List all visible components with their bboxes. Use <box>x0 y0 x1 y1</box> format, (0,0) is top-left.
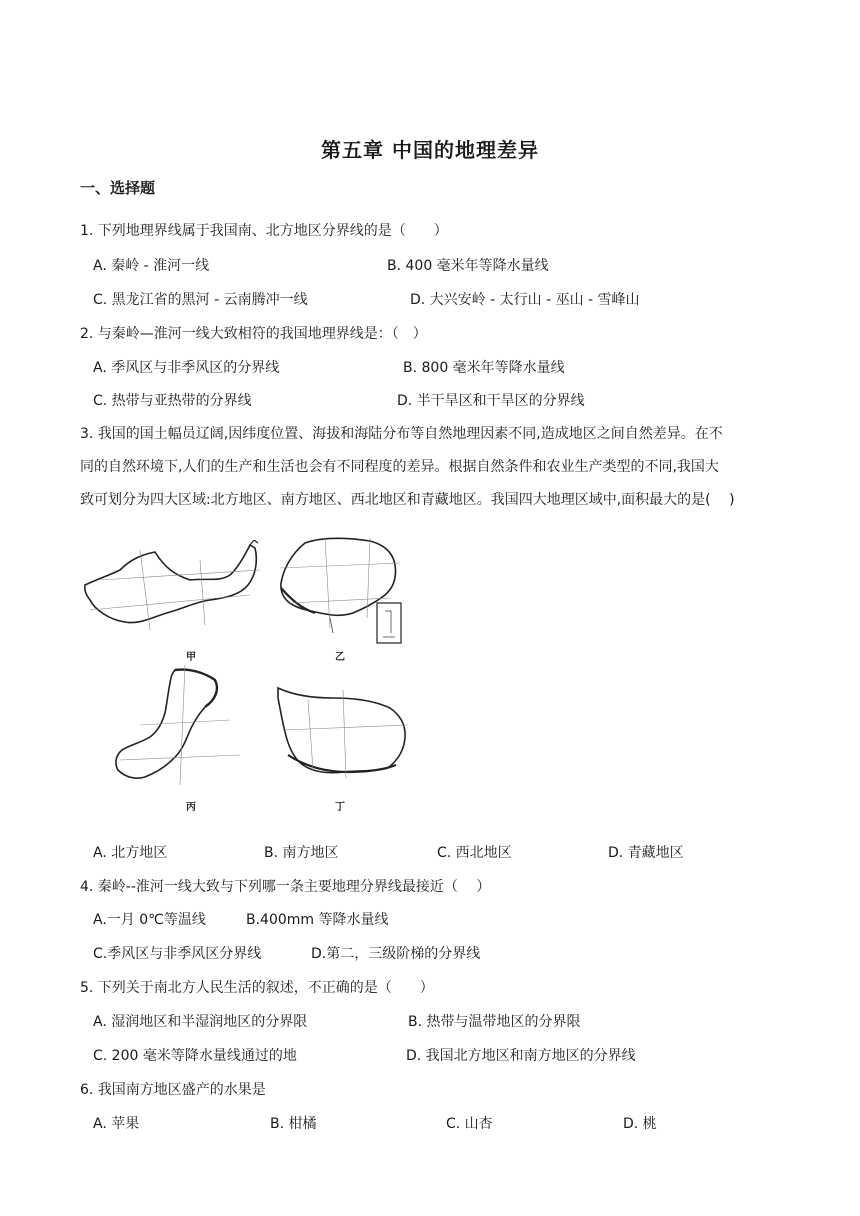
q2-option-d[interactable]: D. 半干旱区和干旱区的分界线 <box>397 393 585 409</box>
map-label-yi: 乙 <box>335 652 345 663</box>
page-title: 第五章 中国的地理差异 <box>321 138 539 162</box>
q1-option-c[interactable]: C. 黑龙江省的黑河 - 云南腾冲一线 <box>93 292 308 308</box>
question-1-stem: 1. 下列地理界线属于我国南、北方地区分界线的是（ ） <box>80 223 448 239</box>
q5-option-c[interactable]: C. 200 毫米等降水量线通过的地 <box>93 1048 297 1064</box>
q5-option-d[interactable]: D. 我国北方地区和南方地区的分界线 <box>406 1048 636 1064</box>
map-ding <box>268 680 413 785</box>
q3-option-d[interactable]: D. 青藏地区 <box>608 845 684 861</box>
q2-option-c[interactable]: C. 热带与亚热带的分界线 <box>93 393 252 409</box>
question-4-stem: 4. 秦岭--淮河一线大致与下列哪一条主要地理分界线最接近（ ） <box>80 879 491 895</box>
map-label-ding: 丁 <box>335 802 345 813</box>
q1-option-d[interactable]: D. 大兴安岭 - 太行山 - 巫山 - 雪峰山 <box>410 292 640 308</box>
q1-option-a[interactable]: A. 秦岭 - 淮河一线 <box>93 258 210 274</box>
q3-option-b[interactable]: B. 南方地区 <box>264 845 339 861</box>
q6-option-d[interactable]: D. 桃 <box>623 1116 657 1132</box>
question-3-line-3: 致可划分为四大区域:北方地区、南方地区、西北地区和青藏地区。我国四大地理区域中,面积最大的是( ) <box>80 492 735 508</box>
question-2-stem: 2. 与秦岭—淮河一线大致相符的我国地理界线是：（ ） <box>80 326 427 342</box>
map-bing <box>110 665 260 795</box>
q6-option-b[interactable]: B. 柑橘 <box>270 1116 317 1132</box>
q3-option-a[interactable]: A. 北方地区 <box>93 845 168 861</box>
map-yi <box>275 533 420 648</box>
map-label-bing: 丙 <box>186 802 196 813</box>
question-3-stem <box>80 418 780 517</box>
q3-option-c[interactable]: C. 西北地区 <box>437 845 512 861</box>
question-6-stem: 6. 我国南方地区盛产的水果是 <box>80 1082 266 1098</box>
question-5-stem: 5. 下列关于南北方人民生活的叙述，不正确的是（ ） <box>80 980 434 996</box>
q4-option-c[interactable]: C.季风区与非季风区分界线 <box>93 946 262 962</box>
question-3-line-1: 3. 我国的国土幅员辽阔,因纬度位置、海拔和海陆分布等自然地理因素不同,造成地区之间自然差异。在不 <box>80 426 723 442</box>
q4-option-b[interactable]: B.400mm 等降水量线 <box>246 912 389 928</box>
q4-option-a[interactable]: A.一月 0℃等温线 <box>93 912 206 928</box>
q6-option-a[interactable]: A. 苹果 <box>93 1116 140 1132</box>
map-label-jia: 甲 <box>186 652 196 663</box>
q2-option-b[interactable]: B. 800 毫米年等降水量线 <box>403 360 565 376</box>
q5-option-b[interactable]: B. 热带与温带地区的分界限 <box>408 1014 581 1030</box>
q5-option-a[interactable]: A. 湿润地区和半湿润地区的分界限 <box>93 1014 308 1030</box>
section-heading: 一、选择题 <box>80 179 156 197</box>
map-jia <box>80 540 270 635</box>
question-3-line-2: 同的自然环境下,人们的生产和生活也会有不同程度的差异。根据自然条件和农业生产类型的不同,我国大 <box>80 459 719 475</box>
q2-option-a[interactable]: A. 季风区与非季风区的分界线 <box>93 360 280 376</box>
q4-option-d[interactable]: D.第二，三级阶梯的分界线 <box>311 946 481 962</box>
q1-option-b[interactable]: B. 400 毫米年等降水量线 <box>387 258 549 274</box>
q6-option-c[interactable]: C. 山杏 <box>446 1116 493 1132</box>
